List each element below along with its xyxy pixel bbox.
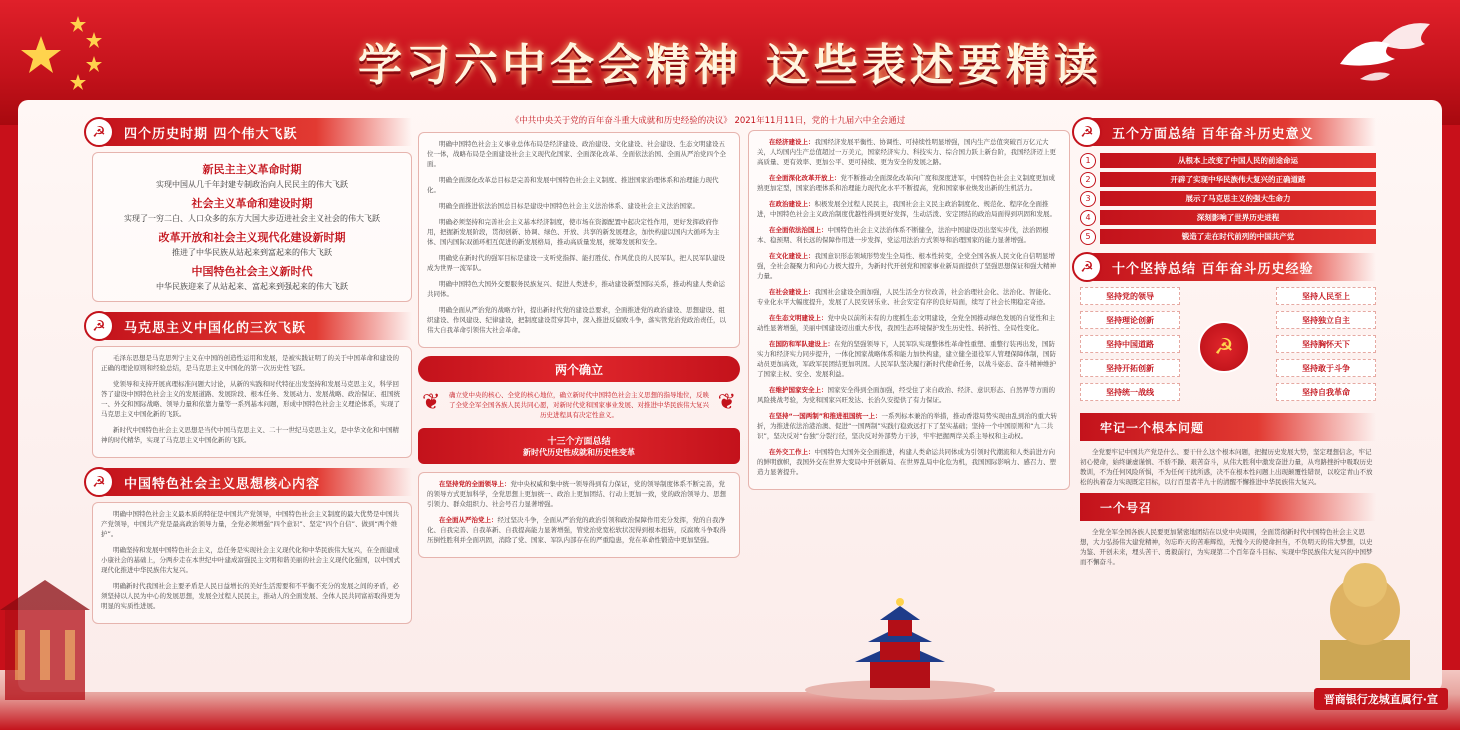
two-establish-banner: 两个确立 xyxy=(418,356,740,382)
list-item: 4 深刻影响了世界历史进程 xyxy=(1080,209,1376,226)
party-emblem-icon: ☭ xyxy=(84,311,114,341)
list-item: 1 从根本上改变了中国人民的前途命运 xyxy=(1080,152,1376,169)
paragraph: 在全面依法治国上：中国特色社会主义法治体系不断健全，法治中国建设迈出坚实步伐，法治固根本、稳预期、利长远的保障作用进一步发挥，党运用法治方式领导和治理国家的能力显著增强。 xyxy=(757,226,1049,244)
paragraph: 在政治建设上：积极发展全过程人民民主，我国社会主义民主政治制度化、规范化、程序化全面推进，中国特色社会主义政治制度优越性得到更好发挥，生动活泼、安定团结的政治局面得到巩固和发展。 xyxy=(757,200,1056,218)
temple-of-heaven-icon xyxy=(800,590,1000,700)
period-text: 实现中国从几千年封建专制政治向人民民主的伟大飞跃 xyxy=(156,180,348,189)
period-title: 社会主义革命和建设时期 xyxy=(191,197,313,210)
period-text: 中华民族迎来了从站起来、富起来到强起来的伟大飞跃 xyxy=(156,282,348,291)
paragraph: 明确中国特色社会主义最本质的特征是中国共产党领导，中国特色社会主义制度的最大优势是中国共产党领导，中国共产党是最高政治领导力量，全党必须增强“四个意识”、坚定“四个自信”、做到“两个维护”。 xyxy=(101,510,399,538)
party-emblem-icon: ☭ xyxy=(84,117,114,147)
list-item: 坚持开拓创新 xyxy=(1080,359,1180,377)
list-item: 坚持理论创新 xyxy=(1080,311,1180,329)
three-leaps-box xyxy=(92,346,412,458)
footer-tag: 晋商银行龙城直属行·宣 xyxy=(1314,688,1448,710)
paragraph: 在国防和军队建设上：在党的坚强领导下，人民军队实现整体性革命性重塑、重整行装再出发，国防实力和经济实力同步提升，一体化国家战略体系和能力加快构建，建立健全退役军人管理保障体制，国防动员更加高效，军政军民团结更加巩固。人民军队坚决履行新时代使命任务，以战斗姿态、奋斗精神维护了国家主权、安全、发展利益。 xyxy=(757,340,1056,378)
section-core-content-header: ☭ 中国特色社会主义思想核心内容 xyxy=(92,468,412,496)
party-emblem-icon: ☭ xyxy=(84,467,114,497)
paragraph: 明确全面深化改革总目标是完善和发展中国特色社会主义制度、推进国家治理体系和治理能力现代化。 xyxy=(427,176,719,194)
doves-icon xyxy=(1320,14,1440,94)
column-1 xyxy=(92,112,412,624)
core-content-box xyxy=(92,502,412,624)
paragraph: 明确必须坚持和完善社会主义基本经济制度，使市场在资源配置中起决定性作用，更好发挥政府作用，把握新发展阶段，贯彻创新、协调、绿色、开放、共享的新发展理念，加快构建以国内大循环为主体、国内国际双循环相互促进的新发展格局，推动高质量发展，统筹发展和安全。 xyxy=(427,218,720,246)
page-title xyxy=(330,26,1130,96)
ten-persist-right xyxy=(1276,287,1376,407)
list-item: 坚持胸怀天下 xyxy=(1276,335,1376,353)
list-item: 坚持统一战线 xyxy=(1080,383,1180,401)
two-establish-block xyxy=(418,390,740,420)
period-text: 实现了一穷二白、人口众多的东方大国大步迈进社会主义社会的伟大飞跃 xyxy=(124,214,380,223)
call-text: 全党全军全国各族人民要更加紧密地团结在以党中央周围，全面贯彻新时代中国特色社会主义思想，大力弘扬伟大建党精神，勿忘昨天的苦难辉煌，无愧今天的使命担当，不负明天的伟大梦想，以史为鉴、开创未来，埋头苦干、勇毅前行，为实现第二个百年奋斗目标、实现中华民族伟大复兴的中国梦而不懈奋斗。 xyxy=(1080,528,1373,566)
paragraph: 明确全面推进依法治国总目标是建设中国特色社会主义法治体系、建设社会主义法治国家。 xyxy=(439,202,699,210)
decision-box xyxy=(418,132,740,348)
list-item: 坚持中国道路 xyxy=(1080,335,1180,353)
list-item: 坚持独立自主 xyxy=(1276,311,1376,329)
paragraph: 在文化建设上：我国意识形态领域形势发生全局性、根本性转变，全党全国各族人民文化自信明显增强，全社会凝聚力和向心力极大提升，为新时代开创党和国家事业新局面提供了坚强思想保证和强大精神力量。 xyxy=(757,252,1056,280)
section-three-leaps-header: ☭ 马克思主义中国化的三次飞跃 xyxy=(92,312,412,340)
five-aspects-list xyxy=(1080,152,1376,245)
party-emblem-icon: ☭ xyxy=(1072,252,1102,282)
list-item: 坚持人民至上 xyxy=(1276,287,1376,305)
party-emblem-icon: ☭ xyxy=(1198,321,1250,373)
period-text: 推进了中华民族从站起来到富起来的伟大飞跃 xyxy=(172,248,332,257)
paragraph: 在全面从严治党上：经过坚决斗争，全面从严治党的政治引领和政治保障作用充分发挥，党的自我净化、自我完善、自我革新、自我提高能力显著增强，管党治党宽松软状况得到根本扭转，反腐败斗争取得压倒性胜利并全面巩固，消除了党、国家、军队内部存在的严重隐患，党在革命性锻造中更加坚强。 xyxy=(427,516,726,544)
paragraph: 新时代中国特色社会主义思想是当代中国马克思主义、二十一世纪马克思主义，是中华文化和中国精神的时代精华，实现了马克思主义中国化新的飞跃。 xyxy=(101,426,399,444)
paragraph: 在全面深化改革开放上：党不断推动全面深化改革向广度和深度进军，中国特色社会主义制度更加成熟更加定型，国家治理体系和治理能力现代化水平不断提高，党和国家事业焕发出新的生机活力。 xyxy=(757,174,1055,192)
decision-title: 《中共中央关于党的百年奋斗重大成就和历史经验的决议》 2021年11月11日，党的十九届六中全会通过 xyxy=(510,116,906,126)
list-item: 坚持敢于斗争 xyxy=(1276,359,1376,377)
paragraph: 明确中国特色大国外交要服务民族复兴、促进人类进步，推动建设新型国际关系，推动构建人类命运共同体。 xyxy=(427,280,725,298)
two-establish-text: 确立党中央的核心、全党的核心地位，确立新时代中国特色社会主义思想的指导地位，反映了全党全军全国各族人民共同心愿，对新时代党和国家事业发展、对推进中华民族伟大复兴历史进程具有决定性意义。 xyxy=(449,391,709,419)
paragraph: 在生态文明建设上：党中央以前所未有的力度抓生态文明建设，全党全国推动绿色发展的自觉性和主动性显著增强，美丽中国建设迈出重大步伐，我国生态环境保护发生历史性、转折性、全局性变化。 xyxy=(757,314,1055,332)
five-stars-icon xyxy=(16,8,116,98)
laurel-left-icon: ❦ xyxy=(422,390,441,415)
title-part1: 学习六中全会精神 xyxy=(358,40,742,91)
period-title: 中国特色社会主义新时代 xyxy=(191,265,313,278)
laurel-right-icon: ❦ xyxy=(717,390,736,415)
paragraph: 明确新时代我国社会主要矛盾是人民日益增长的美好生活需要和不平衡不充分的发展之间的矛盾，必须坚持以人民为中心的发展思想，发展全过程人民民主，推动人的全面发展、全体人民共同富裕取得更为明显的实质性进展。 xyxy=(101,582,400,610)
paragraph: 明确全面从严治党的战略方针，提出新时代党的建设总要求，全面推进党的政治建设、思想建设、组织建设、作风建设、纪律建设，把制度建设贯穿其中，深入推进反腐败斗争，落实管党治党政治责任，以伟大自我革命引领伟大社会革命。 xyxy=(427,306,726,334)
list-item: 2 开辟了实现中华民族伟大复兴的正确道路 xyxy=(1080,171,1376,188)
period-title: 新民主主义革命时期 xyxy=(202,163,302,176)
list-item: 坚持自我革命 xyxy=(1276,383,1376,401)
column-3 xyxy=(748,112,1070,490)
paragraph: 在社会建设上：我国社会建设全面加强，人民生活全方位改善，社会治理社会化、法治化、智能化、专业化水平大幅度提升，发展了人民安居乐业、社会安定有序的良好局面，续写了社会长期稳定奇迹。 xyxy=(757,288,1055,306)
paragraph: 明确中国特色社会主义事业总体布局是经济建设、政治建设、文化建设、社会建设、生态文明建设五位一体，战略布局是全面建设社会主义现代化国家、全面深化改革、全面依法治国、全面从严治党四个全面。 xyxy=(427,140,726,168)
paragraph: 在维护国家安全上：国家安全得到全面加强，经受住了来自政治、经济、意识形态、自然界等方面的风险挑战考验，为党和国家兴旺发达、长治久安提供了有力保证。 xyxy=(757,386,1055,404)
paragraph: 在经济建设上：我国经济发展平衡性、协调性、可持续性明显增强，国内生产总值突破百万亿元大关，人均国内生产总值超过一万美元，国家经济实力、科技实力、综合国力跃上新台阶，我国经济迈上更高质量、更有效率、更加公平、更可持续、更为安全的发展之路。 xyxy=(757,138,1056,166)
paragraph: 在外交工作上：中国特色大国外交全面推进，构建人类命运共同体成为引领时代潮流和人类前进方向的鲜明旗帜，我国外交在世界大变局中开创新局、在世界乱局中化危为机，我国国际影响力、感召力、塑造力显著提升。 xyxy=(757,448,1056,476)
section-ten-persist-header: ☭ 十个坚持总结 百年奋斗历史经验 xyxy=(1080,253,1376,281)
list-item: 坚持党的领导 xyxy=(1080,287,1180,305)
thirteen-banner: 十三个方面总结 新时代历史性成就和历史性变革 xyxy=(418,428,740,464)
paragraph: 党领导和支持开展真理标准问题大讨论，从新的实践和时代特征出发坚持和发展马克思主义，科学回答了建设中国特色社会主义的发展道路、发展阶段、根本任务、发展动力、发展战略、政治保证、祖国统一、外交和国际战略、领导力量和依靠力量等一系列基本问题，形成中国特色社会主义理论体系，实现了马克思主义中国化新的飞跃。 xyxy=(101,380,400,418)
achievements-box xyxy=(748,130,1070,490)
tiananmen-icon xyxy=(0,520,90,700)
paragraph: 在坚持党的全面领导上：党中央权威和集中统一领导得到有力保证，党的领导制度体系不断完善，党的领导方式更加科学，全党思想上更加统一、政治上更加团结、行动上更加一致，党的政治领导力、思想引领力、群众组织力、社会号召力显著增强。 xyxy=(427,480,726,508)
ten-persist-left xyxy=(1080,287,1180,407)
section-root-question-header: 牢记一个根本问题 xyxy=(1080,413,1376,441)
ten-persist-grid xyxy=(1080,287,1376,407)
column-4 xyxy=(1080,112,1376,573)
period-title: 改革开放和社会主义现代化建设新时期 xyxy=(158,231,346,244)
party-emblem-icon: ☭ xyxy=(1072,117,1102,147)
section-call-header: 一个号召 xyxy=(1080,493,1376,521)
section-four-periods-header: ☭ 四个历史时期 四个伟大飞跃 xyxy=(92,118,412,146)
paragraph: 明确坚持和发展中国特色社会主义，总任务是实现社会主义现代化和中华民族伟大复兴，在全面建成小康社会的基础上，分两步走在本世纪中叶建成富强民主文明和谐美丽的社会主义现代化强国，以中国式现代化推进中华民族伟大复兴。 xyxy=(101,546,400,574)
four-periods-box xyxy=(92,152,412,302)
list-item: 5 锻造了走在时代前列的中国共产党 xyxy=(1080,228,1376,245)
section-five-aspects-header: ☭ 五个方面总结 百年奋斗历史意义 xyxy=(1080,118,1376,146)
list-item: 3 展示了马克思主义的强大生命力 xyxy=(1080,190,1376,207)
paragraph: 毛泽东思想是马克思列宁主义在中国的创造性运用和发展，是被实践证明了的关于中国革命和建设的正确的理论原则和经验总结，是马克思主义中国化的第一次历史性飞跃。 xyxy=(101,354,399,372)
paragraph: 明确党在新时代的强军目标是建设一支听党指挥、能打胜仗、作风优良的人民军队，把人民军队建设成为世界一流军队。 xyxy=(427,254,725,272)
paragraph: 在坚持“一国两制”和推进祖国统一上：一系列标本兼治的举措，推动香港局势实现由乱到治的重大转折，为推进依法治港治澳、促进“一国两制”实践行稳致远打下了坚实基础；坚持一个中国原则和“九二共识”，坚决反对“台独”分裂行径，坚决反对外部势力干涉，牢牢把握两岸关系主导权和主动权。 xyxy=(757,412,1058,440)
title-part2: 这些表述要精读 xyxy=(766,40,1102,91)
thirteen-box xyxy=(418,472,740,558)
root-question-text: 全党要牢记中国共产党是什么、要干什么这个根本问题，把握历史发展大势，坚定理想信念，牢记初心使命，始终谦虚谨慎、不骄不躁、艰苦奋斗，从伟大胜利中激发奋进力量，从弯路挫折中吸取历史教训，不为任何风险所惧，不为任何干扰所惑，决不在根本性问题上出现颠覆性错误，以咬定青山不放松的执着奋力实现既定目标，以行百里者半九十的清醒不懈推进中华民族伟大复兴。 xyxy=(1080,448,1373,486)
